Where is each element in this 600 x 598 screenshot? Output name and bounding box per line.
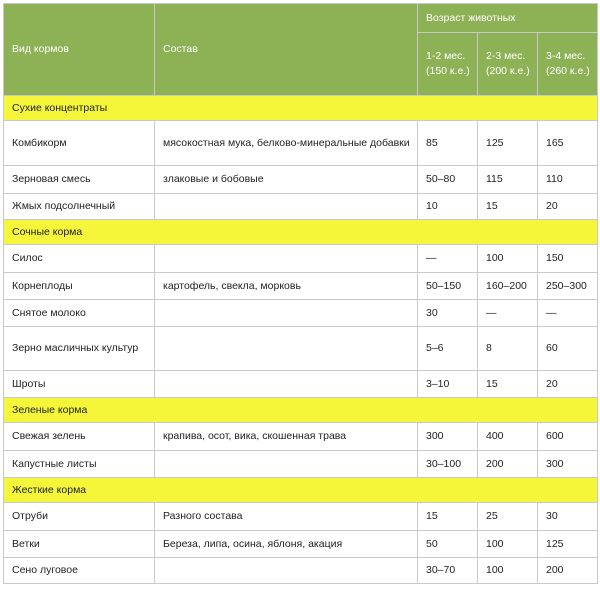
value-age-1: 50–80 bbox=[418, 166, 478, 194]
feed-composition bbox=[155, 194, 418, 220]
value-age-2: 125 bbox=[478, 121, 538, 166]
value-age-1: 30–100 bbox=[418, 451, 478, 478]
value-age-2: 8 bbox=[478, 327, 538, 371]
feed-composition: злаковые и бобовые bbox=[155, 166, 418, 194]
value-age-2: 160–200 bbox=[478, 273, 538, 300]
value-age-1: 3–10 bbox=[418, 371, 478, 398]
feed-name: Зерновая смесь bbox=[4, 166, 155, 194]
section-title: Зеленые корма bbox=[4, 398, 598, 423]
feed-composition bbox=[155, 245, 418, 273]
value-age-1: 10 bbox=[418, 194, 478, 220]
table-row bbox=[4, 558, 598, 584]
feed-composition bbox=[155, 371, 418, 398]
header-composition: Состав bbox=[155, 4, 418, 96]
feed-composition bbox=[155, 451, 418, 478]
table-row bbox=[4, 371, 598, 398]
value-age-2: 115 bbox=[478, 166, 538, 194]
section-title: Сухие концентраты bbox=[4, 96, 598, 121]
feed-name: Ветки bbox=[4, 531, 155, 558]
value-age-1: 50–150 bbox=[418, 273, 478, 300]
feed-name: Снятое молоко bbox=[4, 300, 155, 327]
value-age-1: — bbox=[418, 245, 478, 273]
value-age-2: 400 bbox=[478, 423, 538, 451]
value-age-3: 300 bbox=[538, 451, 598, 478]
value-age-2: 200 bbox=[478, 451, 538, 478]
value-age-1: 30 bbox=[418, 300, 478, 327]
value-age-2: — bbox=[478, 300, 538, 327]
feed-name: Капустные листы bbox=[4, 451, 155, 478]
value-age-1: 30–70 bbox=[418, 558, 478, 584]
feed-composition bbox=[155, 558, 418, 584]
table-row bbox=[4, 194, 598, 220]
feed-name: Сено луговое bbox=[4, 558, 155, 584]
value-age-3: 165 bbox=[538, 121, 598, 166]
value-age-3: 60 bbox=[538, 327, 598, 371]
feed-name: Силос bbox=[4, 245, 155, 273]
value-age-1: 15 bbox=[418, 503, 478, 531]
value-age-1: 85 bbox=[418, 121, 478, 166]
value-age-3: 30 bbox=[538, 503, 598, 531]
feed-name: Корнеплоды bbox=[4, 273, 155, 300]
table-row bbox=[4, 327, 598, 371]
value-age-1: 50 bbox=[418, 531, 478, 558]
value-age-2: 100 bbox=[478, 531, 538, 558]
table-row bbox=[4, 121, 598, 166]
value-age-3: 250–300 bbox=[538, 273, 598, 300]
feed-composition: картофель, свекла, морковь bbox=[155, 273, 418, 300]
value-age-3: 110 bbox=[538, 166, 598, 194]
table-row bbox=[4, 451, 598, 478]
value-age-3: 125 bbox=[538, 531, 598, 558]
header-feed-type: Вид кормов bbox=[4, 4, 155, 96]
table-row bbox=[4, 273, 598, 300]
value-age-2: 25 bbox=[478, 503, 538, 531]
value-age-2: 100 bbox=[478, 245, 538, 273]
feed-composition: мясокостная мука, белково-минеральные добавки bbox=[155, 121, 418, 166]
table-row bbox=[4, 300, 598, 327]
header-age-3-4: 3-4 мес. (260 к.е.) bbox=[538, 33, 598, 96]
feed-name: Отруби bbox=[4, 503, 155, 531]
header-age-2-3: 2-3 мес. (200 к.е.) bbox=[478, 33, 538, 96]
section-title: Сочные корма bbox=[4, 220, 598, 245]
table-row bbox=[4, 166, 598, 194]
value-age-1: 5–6 bbox=[418, 327, 478, 371]
value-age-1: 300 bbox=[418, 423, 478, 451]
table-row bbox=[4, 531, 598, 558]
feed-composition: Разного состава bbox=[155, 503, 418, 531]
feed-name: Комбикорм bbox=[4, 121, 155, 166]
feed-table bbox=[3, 3, 598, 584]
table-row bbox=[4, 503, 598, 531]
feed-composition: Береза, липа, осина, яблоня, акация bbox=[155, 531, 418, 558]
feed-composition bbox=[155, 327, 418, 371]
value-age-3: 600 bbox=[538, 423, 598, 451]
feed-name: Свежая зелень bbox=[4, 423, 155, 451]
feed-name: Шроты bbox=[4, 371, 155, 398]
feed-name: Зерно масличных культур bbox=[4, 327, 155, 371]
value-age-2: 100 bbox=[478, 558, 538, 584]
header-animal-age: Возраст животных bbox=[418, 4, 598, 33]
table-row bbox=[4, 423, 598, 451]
header-age-1-2: 1-2 мес. (150 к.е.) bbox=[418, 33, 478, 96]
feed-composition: крапива, осот, вика, скошенная трава bbox=[155, 423, 418, 451]
feed-composition bbox=[155, 300, 418, 327]
value-age-3: 20 bbox=[538, 194, 598, 220]
value-age-3: 150 bbox=[538, 245, 598, 273]
value-age-3: — bbox=[538, 300, 598, 327]
value-age-3: 20 bbox=[538, 371, 598, 398]
table-row bbox=[4, 245, 598, 273]
value-age-2: 15 bbox=[478, 371, 538, 398]
value-age-2: 15 bbox=[478, 194, 538, 220]
section-title: Жесткие корма bbox=[4, 478, 598, 503]
value-age-3: 200 bbox=[538, 558, 598, 584]
feed-name: Жмых подсолнечный bbox=[4, 194, 155, 220]
